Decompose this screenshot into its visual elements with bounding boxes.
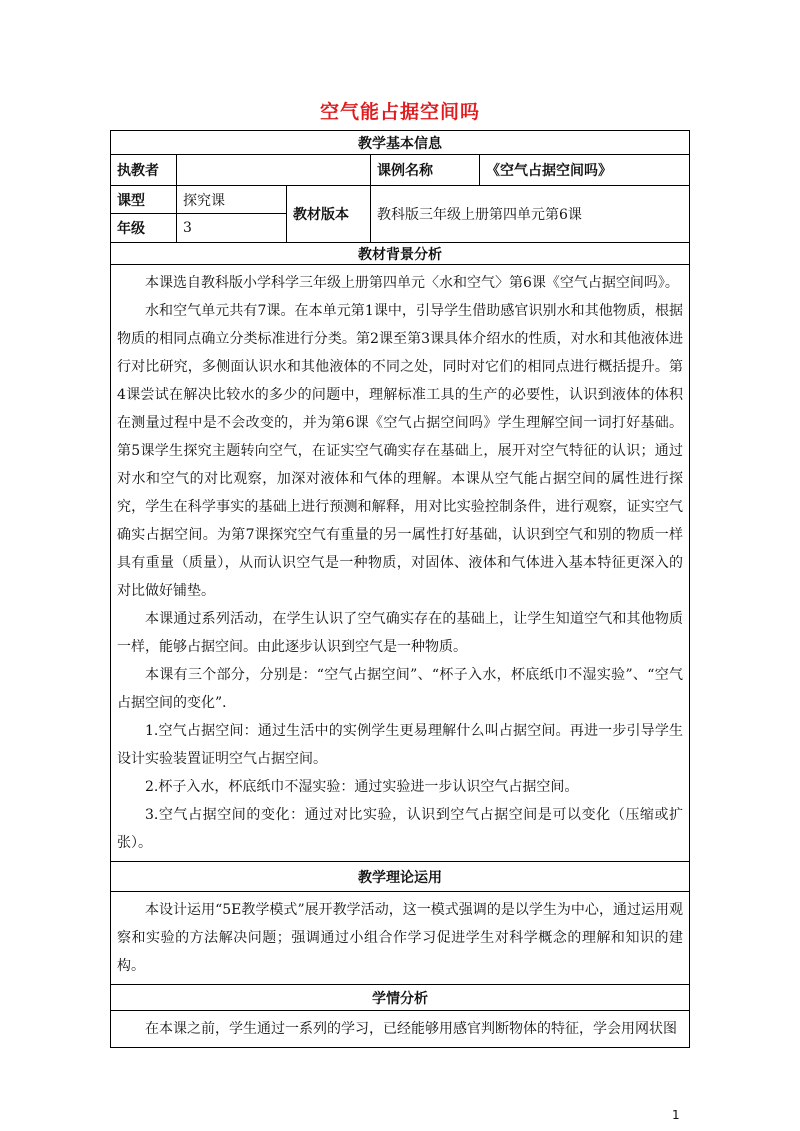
background-paragraph: 本课有三个部分，分别是：“空气占据空间”、“杯子入水，杯底纸巾不湿实验”、“空气占据空间的变化”． [117,667,684,711]
theory-paragraph: 本设计运用“5E教学模式”展开教学活动，这一模式强调的是以学生为中心，通过运用观察和实验的方法解决问题；强调通过小组合作学习促进学生对科学概念的理解和知识的建构。 [117,902,684,974]
section-teaching-theory: 教学理论运用 [111,862,690,892]
background-item-3: 3.空气占据空间的变化：通过对比实验，认识到空气占据空间是可以变化（压缩或扩张）。 [117,807,684,851]
teaching-theory-content [111,892,690,985]
analysis-paragraph: 在本课之前，学生通过一系列的学习，已经能够用感官判断物体的特征，学会用网状图 [145,1021,677,1037]
lesson-name-label: 课例名称 [371,155,480,186]
background-paragraph: 本课通过系列活动，在学生认识了空气确实存在的基础上，让学生知道空气和其他物质一样，能够占据空间。由此逐步认识到空气是一种物质。 [117,611,684,655]
lesson-name-value: 《空气占据空间吗》 [480,155,690,186]
teacher-label: 执教者 [111,155,177,186]
background-paragraph: 本课选自教科版小学科学三年级上册第四单元〈水和空气〉第6课《空气占据空间吗》。 [145,275,679,291]
background-paragraph: 水和空气单元共有7课。在本单元第1课中，引导学生借助感官识别水和其他物质，根据物质的相同点确立分类标准进行分类。第2课至第3课具体介绍水的性质，对水和其他液体进行对比研究，多侧面认识水和其他液体的不同之处，同时对它们的相同点进行概括提升。第4课尝试在解决比较水的多少的问题中，理解标准工具的生产的必要性，认识到液体的体积在测量过程中是不会改变的，并为第6课《空气占据空间吗》学生理解空间一词打好基础。第5课学生探究主题转向空气，在证实空气确实存在基础上，展开对空气特征的认识；通过对水和空气的对比观察，加深对液体和气体的理解。本课从空气能占据空间的属性进行探究，学生在科学事实的基础上进行预测和解释，用对比实验控制条件，进行观察，证实空气确实占据空间。为第7课探究空气有重量的另一属性打好基础，认识到空气和别的物质一样具有重量（质量），从而认识空气是一种物质，对固体、液体和气体进入基本特征更深入的对比做好铺垫。 [117,303,684,599]
textbook-background-content [111,265,690,862]
textbook-edition-value: 教科版三年级上册第四单元第6课 [371,186,690,243]
grade-value: 3 [177,214,287,243]
section-textbook-background: 教材背景分析 [111,243,690,265]
background-item-2: 2.杯子入水，杯底纸巾不湿实验：通过实验进一步认识空气占据空间。 [145,779,579,795]
section-basic-info: 教学基本信息 [111,131,690,155]
learner-analysis-content [111,1011,690,1048]
lesson-type-label: 课型 [111,186,177,214]
textbook-edition-label: 教材版本 [287,186,371,243]
lesson-type-value: 探究课 [177,186,287,214]
grade-label: 年级 [111,214,177,243]
section-learner-analysis: 学情分析 [111,985,690,1011]
document-title: 空气能占据空间吗 [319,101,480,123]
teacher-value [177,155,371,186]
background-item-1: 1.空气占据空间：通过生活中的实例学生更易理解什么叫占据空间。再进一步引导学生设计实验装置证明空气占据空间。 [117,723,684,767]
lesson-info-table [110,130,690,1048]
page-number: 1 [672,1108,680,1122]
